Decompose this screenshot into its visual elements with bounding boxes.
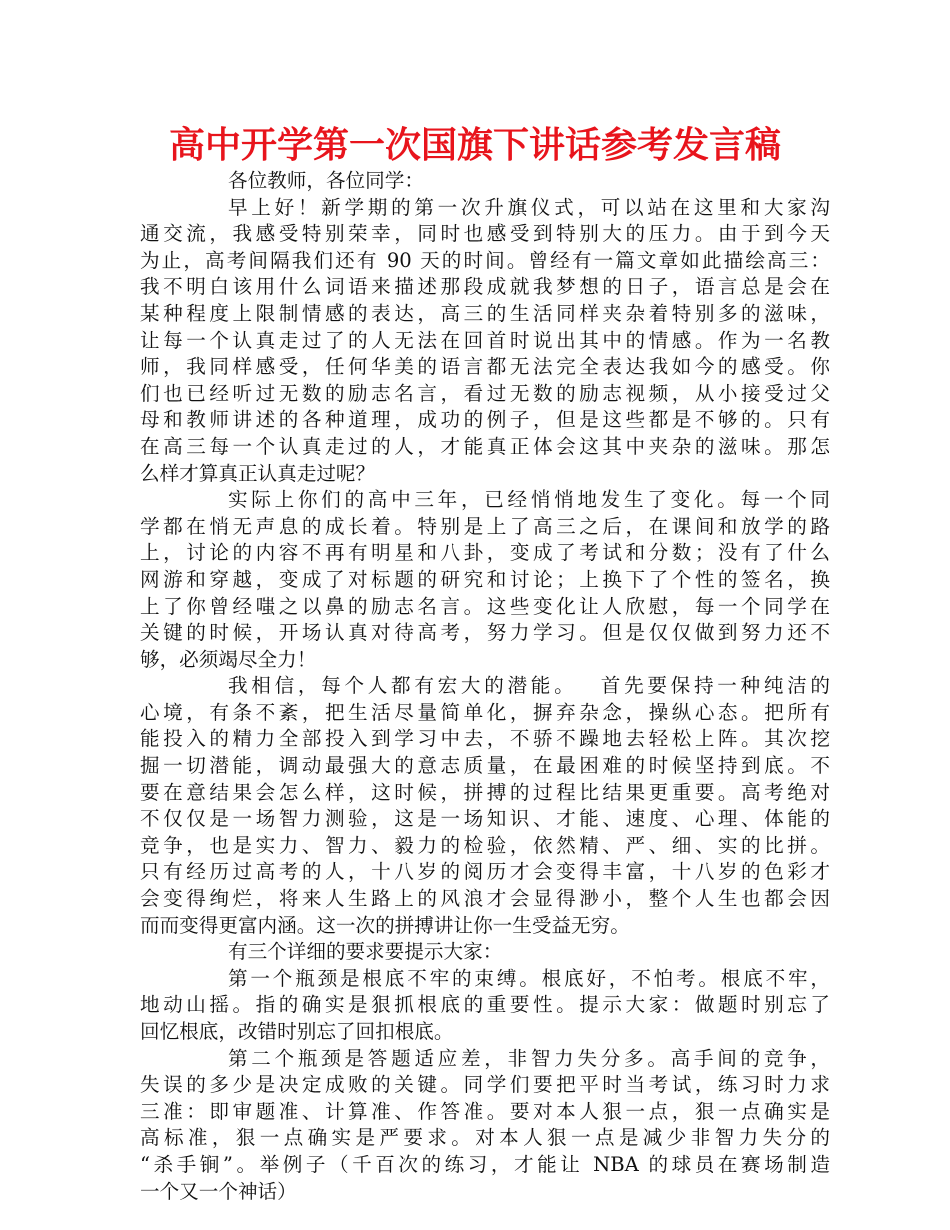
- text-line: 失误的多少是决定成败的关键。同学们要把平时当考试，练习时力求: [140, 1073, 830, 1097]
- text-line: 不仅仅是一场智力测验，这是一场知识、才能、速度、心理、体能的: [140, 807, 830, 831]
- text-line: 地动山摇。指的确实是狠抓根底的重要性。提示大家：做题时别忘了: [140, 993, 830, 1017]
- text-line: 高标准，狠一点确实是严要求。对本人狠一点是减少非智力失分的: [140, 1126, 830, 1150]
- text-line: 上了你曾经嗤之以鼻的励志名言。这些变化让人欣慰，每一个同学在: [140, 594, 830, 618]
- text-line: 要在意结果会怎么样，这时候，拼搏的过程比结果更重要。高考绝对: [140, 780, 830, 804]
- text-line: 而而变得更富内涵。这一次的拼搏讲让你一生受益无穷。: [140, 913, 630, 937]
- text-line: 掘一切潜能，调动最强大的意志质量，在最困难的时候坚持到底。不: [140, 754, 830, 778]
- text-line: 回忆根底，改错时别忘了回扣根底。: [140, 1020, 454, 1043]
- text-line: 只有经历过高考的人，十八岁的阅历才会变得丰富，十八岁的色彩才: [140, 860, 830, 884]
- text-line: 么样才算真正认真走过呢？: [140, 461, 376, 485]
- text-line: 通交流，我感受特别荣幸，同时也感受到特别大的压力。由于到今天: [140, 222, 830, 246]
- text-line: 会变得绚烂，将来人生路上的风浪才会显得渺小，整个人生也都会因: [140, 887, 830, 911]
- text-line: 母和教师讲述的各种道理，成功的例子，但是这些都是不够的。只有: [140, 408, 830, 432]
- text-line: 各位教师，各位同学：: [228, 169, 424, 192]
- text-line: 竞争，也是实力、智力、毅力的检验，依然精、严、细、实的比拼。: [140, 833, 830, 857]
- text-line: 我不明白该用什么词语来描述那段成就我梦想的日子，语言总是会在: [140, 275, 830, 299]
- text-line: 让每一个认真走过了的人无法在回首时说出其中的情感。作为一名教: [140, 328, 830, 352]
- text-line: 三准：即审题准、计算准、作答准。要对本人狠一点，狠一点确实是: [140, 1099, 830, 1123]
- text-line: 有三个详细的要求要提示大家：: [228, 940, 503, 964]
- text-line: 够，必须竭尽全力！: [140, 647, 317, 671]
- text-line: 早上好！新学期的第一次升旗仪式，可以站在这里和大家沟: [228, 195, 830, 219]
- document-body: [140, 168, 830, 1205]
- text-line: 学都在悄无声息的成长着。特别是上了高三之后，在课间和放学的路: [140, 514, 830, 538]
- text-line: 心境，有条不紊，把生活尽量简单化，摒弃杂念，操纵心态。把所有: [140, 700, 830, 724]
- text-line: 某种程度上限制情感的表达，高三的生活同样夹杂着特别多的滋味，: [140, 301, 830, 325]
- text-line: 第二个瓶颈是答题适应差，非智力失分多。高手间的竞争，: [228, 1046, 830, 1070]
- text-line: 能投入的精力全部投入到学习中去，不骄不躁地去轻松上阵。其次挖: [140, 727, 830, 751]
- text-line: 上，讨论的内容不再有明星和八卦，变成了考试和分数；没有了什么: [140, 541, 830, 565]
- text-line: 在高三每一个认真走过的人，才能真正体会这其中夹杂的滋味。那怎: [140, 434, 830, 458]
- text-line: 我相信，每个人都有宏大的潜能。 首先要保持一种纯洁的: [228, 674, 830, 698]
- text-line: 网游和穿越，变成了对标题的研究和讨论；上换下了个性的签名，换: [140, 567, 830, 591]
- page-title: 高中开学第一次国旗下讲话参考发言稿: [168, 125, 781, 166]
- text-line: 们也已经听过无数的励志名言，看过无数的励志视频，从小接受过父: [140, 381, 830, 405]
- text-line: 关键的时候，开场认真对待高考，努力学习。但是仅仅做到努力还不: [140, 621, 830, 645]
- text-line: 实际上你们的高中三年，已经悄悄地发生了变化。每一个同: [228, 488, 830, 512]
- text-line: 师，我同样感受，任何华美的语言都无法完全表达我如今的感受。你: [140, 355, 830, 379]
- text-line: “杀手锏”。举例子（千百次的练习，才能让 NBA 的球员在赛场制造: [140, 1152, 830, 1176]
- text-line: 为止，高考间隔我们还有 90 天的时间。曾经有一篇文章如此描绘高三：: [140, 248, 830, 272]
- text-line: 一个又一个神话）: [140, 1179, 297, 1203]
- text-line: 第一个瓶颈是根底不牢的束缚。根底好，不怕考。根底不牢，: [228, 966, 830, 990]
